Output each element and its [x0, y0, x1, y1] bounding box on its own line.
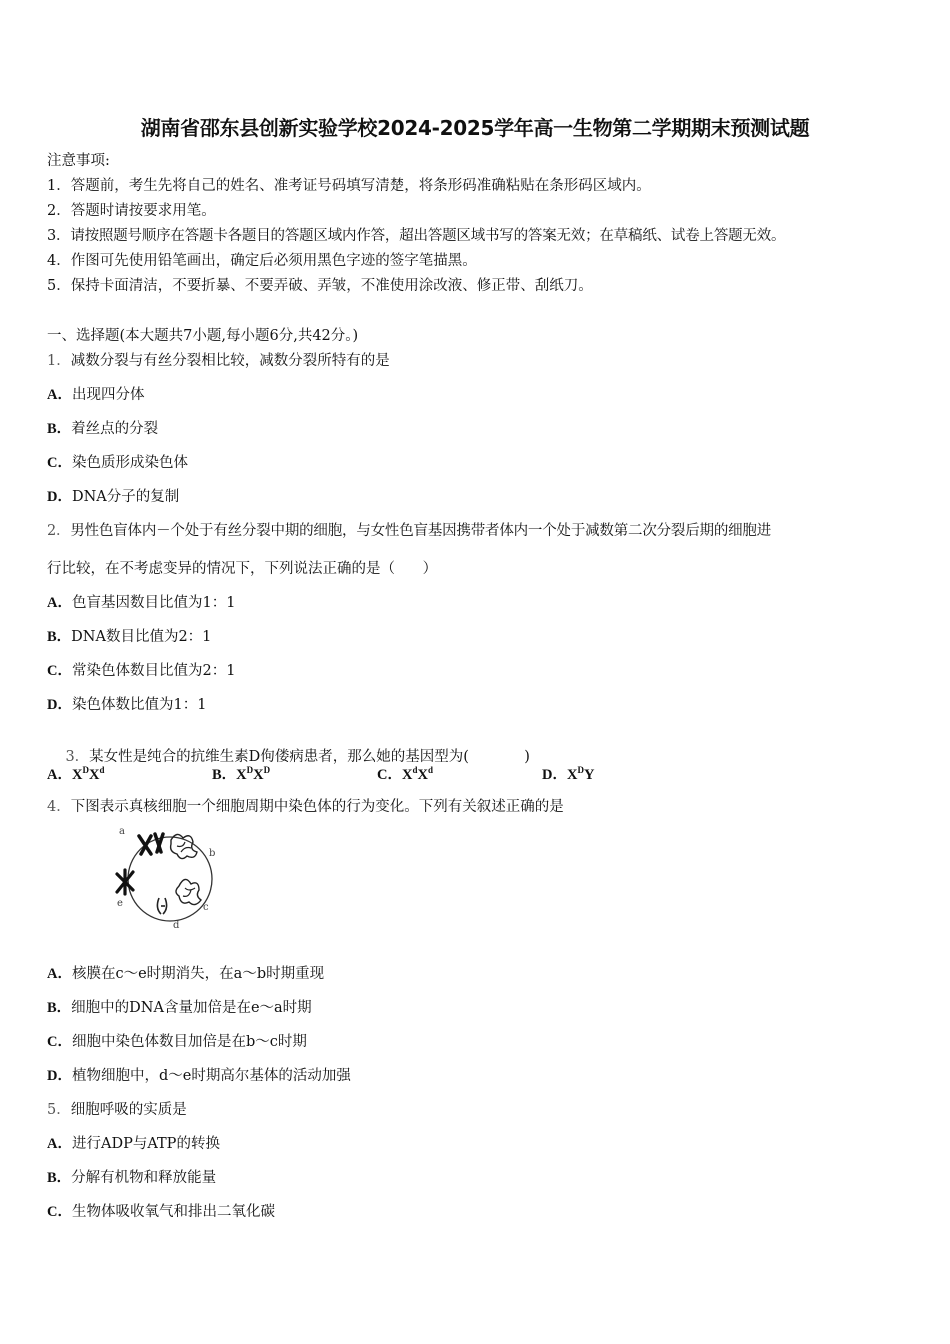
question-number: 3．: [65, 749, 90, 765]
option-letter: A．: [47, 966, 72, 982]
notice-item: 5．保持卡面清洁，不要折暴、不要弄破、弄皱，不准使用涂改液、修正带、刮纸刀。: [47, 278, 593, 294]
option-text: 分解有机物和释放能量: [71, 1170, 217, 1186]
question-number: 4．: [47, 799, 71, 815]
question-1-option-b: [47, 420, 158, 438]
option-text: 生物体吸收氧气和排出二氧化碳: [71, 1204, 275, 1220]
question-text: 某女性是纯合的抗维生素D佝偻病患者，那么她的基因型为( ): [89, 749, 530, 765]
option-text: 核膜在c～e时期消失，在a～b时期重现: [71, 966, 325, 982]
genotype-base: X: [88, 767, 100, 783]
question-text: 细胞呼吸的实质是: [70, 1102, 187, 1118]
question-2-option-d: [47, 696, 206, 714]
question-number: 5．: [47, 1102, 71, 1118]
question-5-stem: [47, 1101, 187, 1119]
cell-cycle-figure: [105, 822, 230, 932]
genotype-base: X: [253, 767, 264, 783]
option-letter: D．: [47, 1068, 72, 1084]
question-5-option-a: [47, 1135, 220, 1153]
genotype-base: Y: [583, 767, 595, 783]
genotype-base: X: [401, 767, 413, 783]
question-2-stem-cont: 行比较，在不考虑变异的情况下，下列说法正确的是（ ）: [47, 561, 438, 577]
question-text: 男性色盲体内－个处于有丝分裂中期的细胞，与女性色盲基因携带者体内一个处于减数第二次分裂后期的细胞进: [70, 523, 772, 539]
genotype-sup: d: [99, 765, 105, 775]
chromosome-a: [139, 834, 163, 854]
notice-item: 3．请按照题号顺序在答题卡各题目的答题区域内作答，超出答题区域书写的答案无效；在草稿纸、试卷上答题无效。: [47, 228, 786, 244]
question-text: 减数分裂与有丝分裂相比较，减数分裂所特有的是: [70, 353, 390, 369]
question-text: 下图表示真核细胞一个细胞周期中染色体的行为变化。下列有关叙述正确的是: [70, 799, 564, 815]
genotype-base: X: [417, 767, 428, 783]
notice-item: 4．作图可先使用铅笔画出，确定后必须用黑色字迹的签字笔描黑。: [47, 253, 477, 269]
question-2-stem: [47, 522, 771, 540]
genotype-sup: D: [577, 765, 584, 775]
chromosome-d: [157, 898, 166, 914]
genotype-sup: D: [246, 765, 254, 775]
genotype-base: X: [71, 767, 83, 783]
option-letter: D．: [47, 697, 72, 713]
question-4-stem: [47, 798, 564, 816]
option-text: 色盲基因数目比值为1：1: [71, 595, 236, 611]
option-letter: C．: [47, 1204, 72, 1220]
question-number: 2．: [47, 523, 71, 539]
option-letter: C．: [377, 767, 402, 783]
figure-label-c: c: [203, 902, 209, 913]
question-1-option-c: [47, 454, 188, 472]
figure-label-d: d: [173, 920, 180, 931]
option-text: 染色质形成染色体: [71, 455, 188, 471]
option-text: 细胞中的DNA含量加倍是在e～a时期: [71, 1000, 312, 1016]
notice-item: 1．答题前，考生先将自己的姓名、准考证号码填写清楚，将条形码准确粘贴在条形码区域内。: [47, 178, 651, 194]
option-letter: B．: [47, 629, 72, 645]
question-5-option-b: [47, 1169, 216, 1187]
option-text: 细胞中染色体数目加倍是在b～c时期: [71, 1034, 307, 1050]
notice-heading: 注意事项:: [47, 153, 110, 169]
option-letter: D．: [542, 767, 567, 783]
chromatin-c: [176, 879, 201, 904]
option-text: 常染色体数目比值为2：1: [71, 663, 236, 679]
option-text: 染色体数比值为1：1: [71, 697, 207, 713]
question-4-option-a: [47, 965, 324, 983]
question-1-stem: [47, 352, 390, 370]
option-letter: A．: [47, 595, 72, 611]
option-letter: C．: [47, 663, 72, 679]
option-letter: C．: [47, 455, 72, 471]
option-letter: A．: [47, 387, 72, 403]
question-3-option-c: [377, 763, 433, 784]
option-text: 植物细胞中，d～e时期高尔基体的活动加强: [71, 1068, 351, 1084]
question-5-option-c: [47, 1203, 275, 1221]
option-letter: B．: [212, 767, 237, 783]
figure-label-a: a: [119, 826, 125, 837]
figure-label-e: e: [117, 898, 123, 909]
option-letter: C．: [47, 1034, 72, 1050]
notice-item: 2．答题时请按要求用笔。: [47, 203, 216, 219]
genotype-sup: D: [263, 765, 271, 775]
option-text: DNA数目比值为2：1: [71, 629, 212, 645]
cycle-circle: [128, 837, 212, 921]
option-letter: A．: [47, 767, 72, 783]
chromosome-e: [117, 870, 133, 894]
option-text: 进行ADP与ATP的转换: [71, 1136, 220, 1152]
question-1-option-d: [47, 488, 179, 506]
option-text: 出现四分体: [71, 387, 145, 403]
genotype-sup: d: [427, 765, 433, 775]
option-letter: A．: [47, 1136, 72, 1152]
option-text: DNA分子的复制: [71, 489, 180, 505]
genotype-sup: D: [82, 765, 89, 775]
question-3-stem: [47, 730, 530, 784]
option-letter: B．: [47, 421, 72, 437]
option-letter: D．: [47, 489, 72, 505]
option-letter: B．: [47, 1170, 72, 1186]
question-4-option-c: [47, 1033, 307, 1051]
option-text: 着丝点的分裂: [71, 421, 159, 437]
question-1-option-a: [47, 386, 144, 404]
genotype-base: X: [566, 767, 578, 783]
section-heading: 一、选择题(本大题共7小题,每小题6分,共42分。): [47, 328, 359, 344]
question-4-option-b: [47, 999, 312, 1017]
question-number: 1．: [47, 353, 71, 369]
question-2-option-a: [47, 594, 235, 612]
question-4-option-d: [47, 1067, 351, 1085]
question-2-option-c: [47, 662, 235, 680]
genotype-base: X: [236, 767, 247, 783]
option-letter: B．: [47, 1000, 72, 1016]
question-3-option-b: [212, 763, 270, 784]
genotype-sup: d: [412, 765, 418, 775]
chromatin-b-detail: [177, 842, 191, 852]
chromatin-b: [171, 834, 197, 858]
figure-label-b: b: [209, 848, 216, 859]
chromatin-c-detail: [183, 888, 195, 896]
question-3-option-a: [47, 763, 104, 784]
question-2-option-b: [47, 628, 211, 646]
question-3-option-d: [542, 763, 594, 784]
page-title: 湖南省邵东县创新实验学校2024-2025学年高一生物第二学期期末预测试题: [140, 116, 810, 140]
